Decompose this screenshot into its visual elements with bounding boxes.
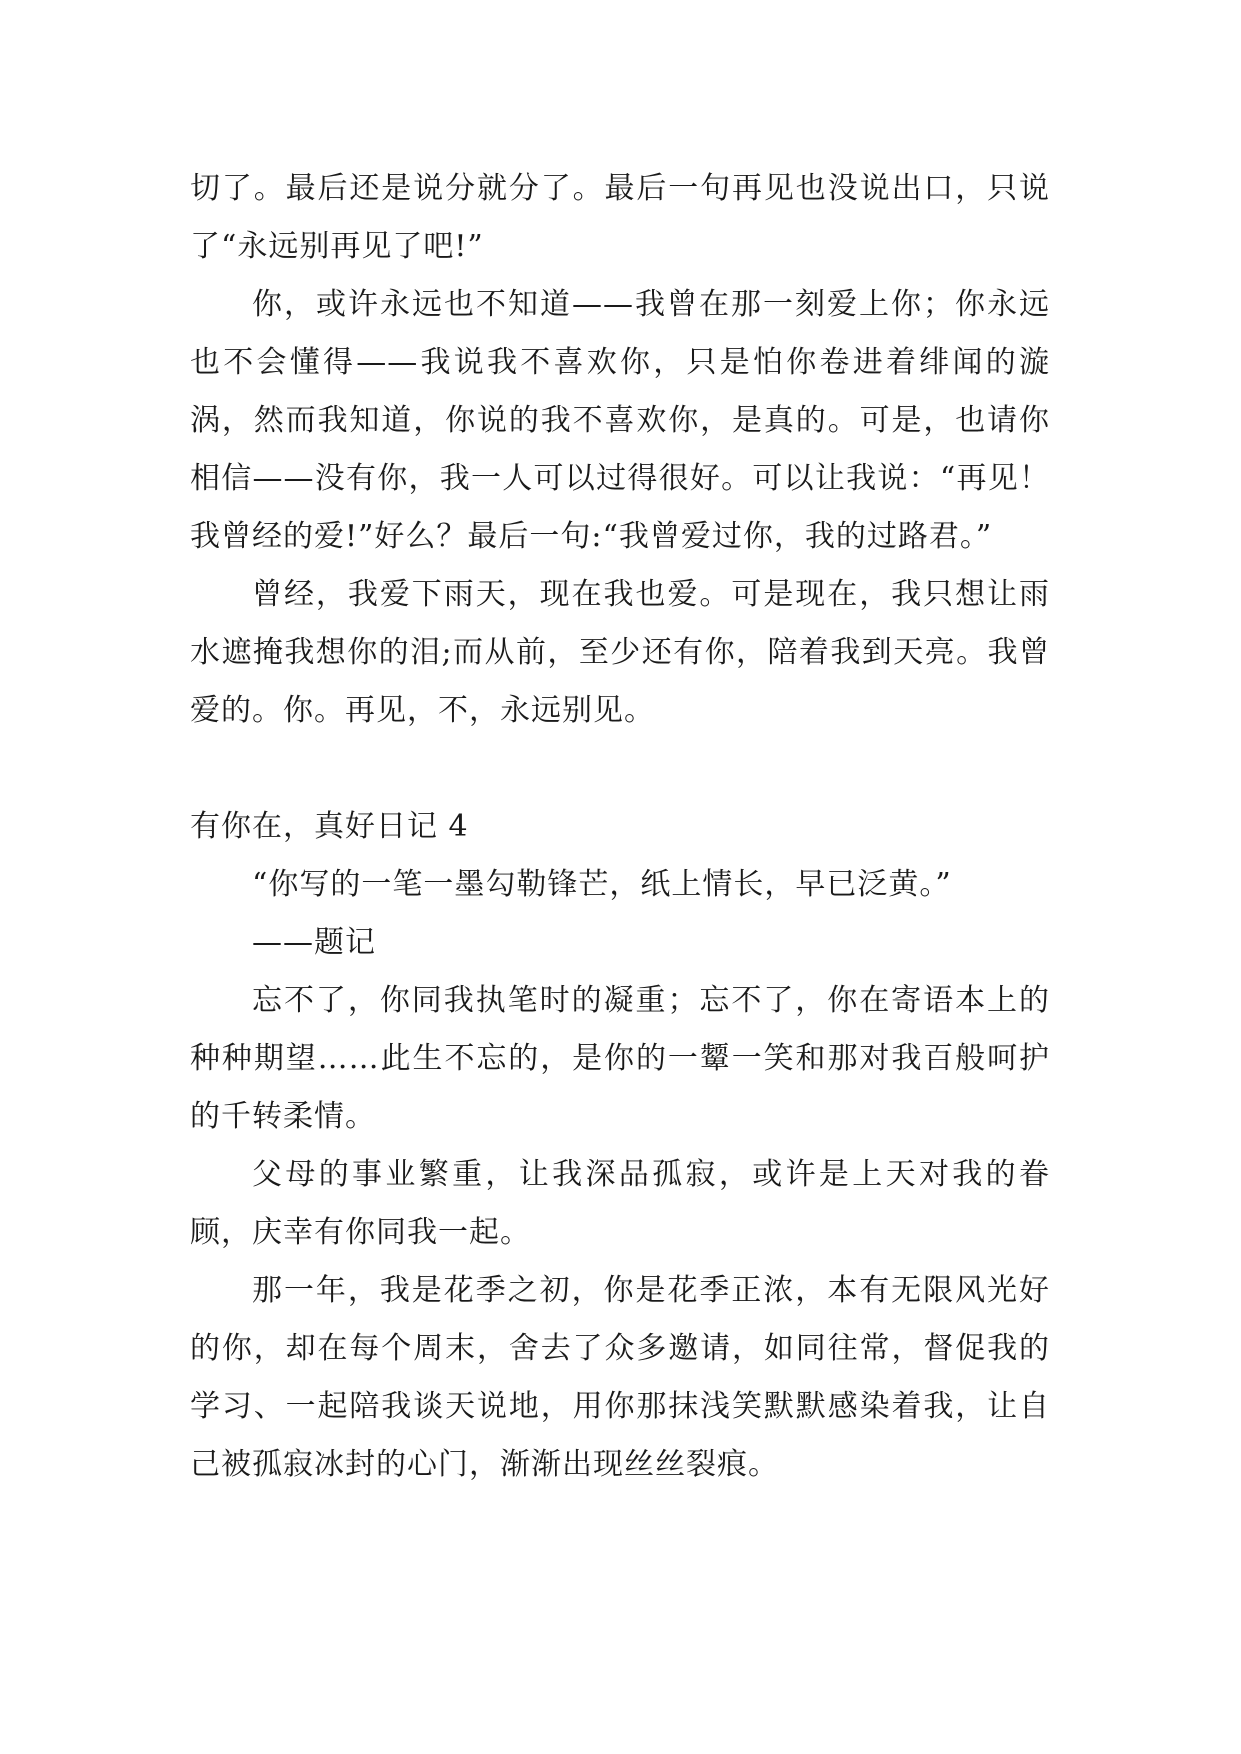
paragraph-3: 曾经，我爱下雨天，现在我也爱。可是现在，我只想让雨水遮掩我想你的泪;而从前，至少还有你，陪着我到天亮。我曾爱的。你。再见，不，永远别见。 xyxy=(190,577,1050,728)
paragraph-4: 忘不了，你同我执笔时的凝重；忘不了，你在寄语本上的种种期望……此生不忘的，是你的一颦一笑和那对我百般呵护的千转柔情。 xyxy=(190,983,1050,1134)
paragraph-1: 切了。最后还是说分就分了。最后一句再见也没说出口，只说了“永远别再见了吧!” xyxy=(190,171,1050,264)
paragraph-6: 那一年，我是花季之初，你是花季正浓，本有无限风光好的你，却在每个周末，舍去了众多邀请，如同往常，督促我的学习、一起陪我谈天说地，用你那抹浅笑默默感染着我，让自己被孤寂冰封的心门，渐渐出现丝丝裂痕。 xyxy=(190,1273,1050,1482)
epigraph-quote: “你写的一笔一墨勾勒锋芒，纸上情长，早已泛黄。” xyxy=(252,867,952,902)
paragraph-5: 父母的事业繁重，让我深品孤寂，或许是上天对我的眷顾，庆幸有你同我一起。 xyxy=(190,1157,1050,1250)
epigraph-attribution: ——题记 xyxy=(252,925,376,960)
document-body xyxy=(190,160,1050,1494)
section-heading: 有你在，真好日记 4 xyxy=(190,809,469,844)
paragraph-2: 你，或许永远也不知道——我曾在那一刻爱上你；你永远也不会懂得——我说我不喜欢你，只是怕你卷进着绯闻的漩涡，然而我知道，你说的我不喜欢你，是真的。可是，也请你相信——没有你，我一人可以过得很好。可以让我说：“再见！我曾经的爱!”好么？最后一句:“我曾爱过你，我的过路君。” xyxy=(190,287,1050,554)
